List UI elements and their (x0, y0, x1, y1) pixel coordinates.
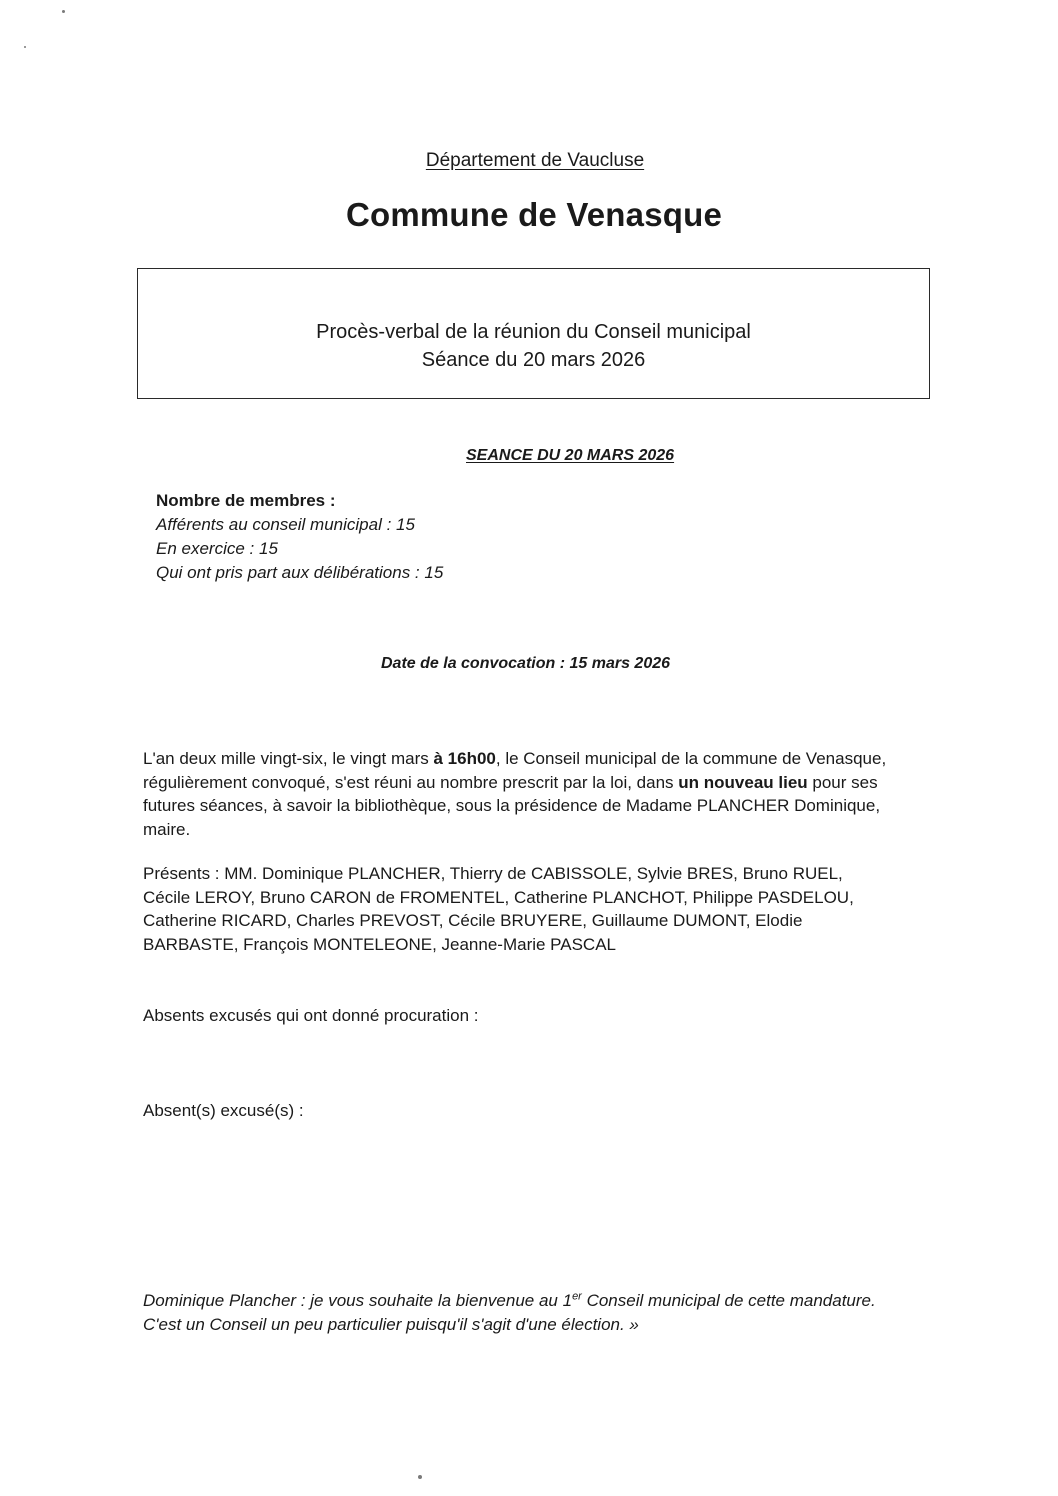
scan-speck (62, 10, 65, 13)
absents-excuses: Absent(s) excusé(s) : (143, 1101, 304, 1120)
intro-new-place: un nouveau lieu (678, 772, 808, 792)
speech-text-1: Dominique Plancher : je vous souhaite la bienvenue au 1 (143, 1291, 573, 1310)
intro-text-3: pour ses futures séances, à savoir la bibliothèque, sous la présidence de Madame PLANCHER Dominique, maire. (143, 772, 881, 839)
members-heading: Nombre de membres : (156, 491, 336, 510)
presents-paragraph: Présents : MM. Dominique PLANCHER, Thierry de CABISSOLE, Sylvie BRES, Bruno RUEL, Cécile LEROY, Bruno CARON de FROMENTEL, Catherine PLANCHOT, Philippe PASDELOU, Catherine RICARD, Charles PREVOST, Cécile BRUYERE, Guillaume DUMONT, Elodie BARBASTE, François MONTELEONE, Jeanne-Marie PASCAL (143, 864, 854, 954)
members-block (156, 489, 443, 585)
seance-heading: SEANCE DU 20 MARS 2026 (466, 447, 675, 464)
scan-speck (24, 46, 26, 48)
department-heading: Département de Vaucluse (425, 150, 645, 171)
speech-text-2: Conseil municipal de cette mandature. C'est un Conseil un peu particulier puisqu'il s'agit d'une élection. » (143, 1291, 876, 1334)
convocation-date: Date de la convocation : 15 mars 2026 (381, 655, 671, 672)
title-box-line-1: Procès-verbal de la réunion du Conseil municipal (316, 321, 751, 343)
absents-procuration: Absents excusés qui ont donné procuration : (143, 1006, 479, 1025)
title-box-line-2: Séance du 20 mars 2026 (421, 349, 646, 371)
intro-paragraph (143, 747, 903, 841)
members-en-exercice: En exercice : 15 (156, 539, 278, 558)
title-box (137, 268, 930, 399)
commune-title: Commune de Venasque (345, 196, 723, 233)
speech-superscript: er (572, 1290, 582, 1303)
intro-text-2: , le Conseil municipal de la commune de Venasque, régulièrement convoqué, s'est réuni au nombre prescrit par la loi, dans (143, 749, 887, 792)
intro-time: à 16h00 (433, 749, 496, 768)
intro-text-1: L'an deux mille vingt-six, le vingt mars (143, 749, 434, 768)
speech-paragraph (143, 1289, 913, 1336)
scan-speck (418, 1475, 422, 1479)
members-afferents: Afférents au conseil municipal : 15 (156, 515, 415, 534)
members-deliberations: Qui ont pris part aux délibérations : 15 (156, 563, 444, 582)
